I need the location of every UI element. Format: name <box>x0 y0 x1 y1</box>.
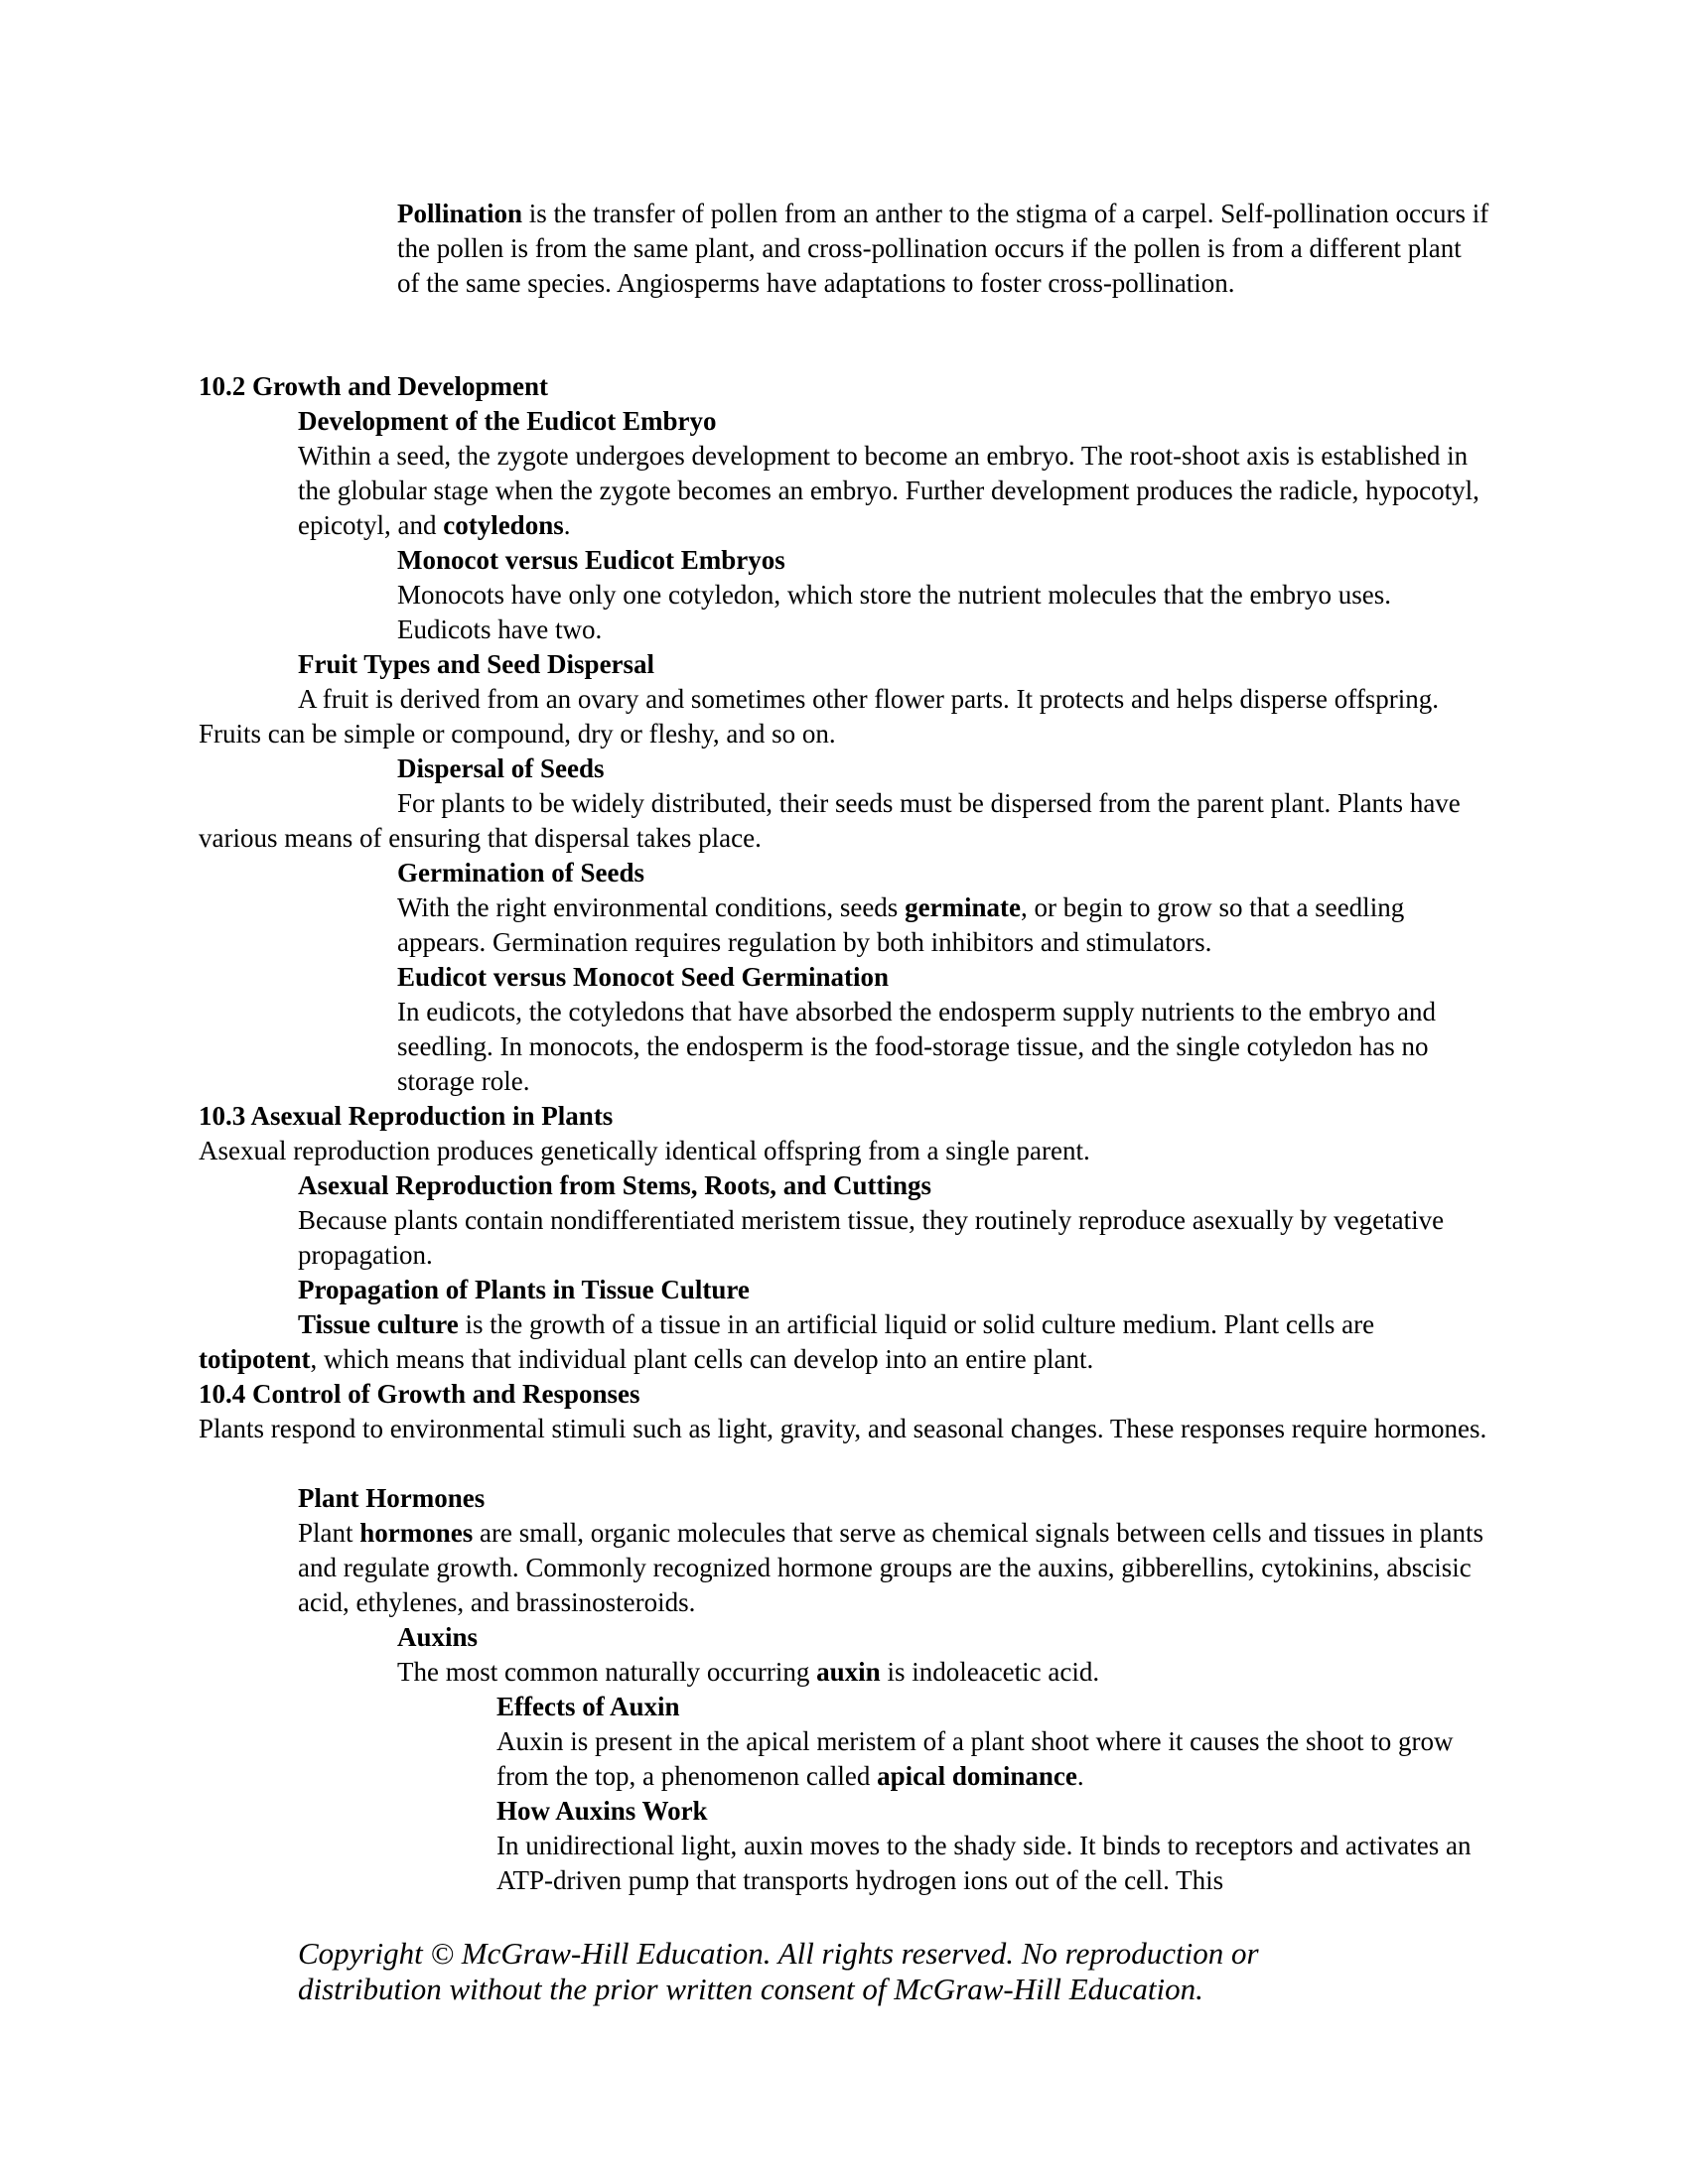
eud-mono-paragraph: In eudicots, the cotyledons that have absorbed the endosperm supply nutrients to the embryo and seedling. In monocots, the endosperm is the food-storage tissue, and the single cotyledon has no storage role. <box>397 997 1436 1096</box>
effects-subsection <box>496 1690 1489 1898</box>
eud-mono-heading: Eudicot versus Monocot Seed Germination <box>397 962 889 992</box>
hormones-subsection <box>298 1481 1489 1620</box>
dispersal-paragraph: For plants to be widely distributed, their seeds must be dispersed from the parent plant. Plants have various means of ensuring that dispersal takes place. <box>199 788 1461 853</box>
tissue-heading: Propagation of Plants in Tissue Culture <box>298 1275 750 1304</box>
germination-subsection <box>397 856 1489 1099</box>
embryo-paragraph: Within a seed, the zygote undergoes development to become an embryo. The root-shoot axis is established in the globular stage when the zygote becomes an embryo. Further development produces the radicle, hypocotyl, epicotyl, and cotyledons. <box>298 441 1479 540</box>
germination-paragraph: With the right environmental conditions, seeds germinate, or begin to grow so that a seedling appears. Germination requires regulation by both inhibitors and stimulators. <box>397 892 1405 957</box>
stems-paragraph: Because plants contain nondifferentiated meristem tissue, they routinely reproduce asexually by vegetative propagation. <box>298 1205 1445 1270</box>
how-heading: How Auxins Work <box>496 1796 708 1826</box>
auxins-subsection <box>397 1620 1489 1690</box>
effects-heading: Effects of Auxin <box>496 1692 680 1721</box>
section-10-3-heading: 10.3 Asexual Reproduction in Plants <box>199 1101 614 1131</box>
tissue-paragraph: Tissue culture is the growth of a tissue in an artificial liquid or solid culture medium. Plant cells are totipotent, which means that individual plant cells can develop into an entire plant. <box>199 1309 1375 1374</box>
copyright-footer <box>298 1936 1440 2007</box>
pollination-paragraph <box>397 197 1489 301</box>
embryo-heading: Development of the Eudicot Embryo <box>298 406 717 436</box>
copyright-line-2: distribution without the prior written consent of McGraw-Hill Education. <box>298 1972 1203 2006</box>
fruit-paragraph: A fruit is derived from an ovary and sometimes other flower parts. It protects and helps disperse offspring. Fruits can be simple or compound, dry or fleshy, and so on. <box>199 684 1439 749</box>
pollination-text: is the transfer of pollen from an anther to the stigma of a carpel. Self-pollination occurs if the pollen is from the same plant, and cross-pollination occurs if the pollen is from a different plant of the same species. Angiosperms have adaptations to foster cross-pollination. <box>397 199 1489 298</box>
copyright-line-1: Copyright © McGraw-Hill Education. All rights reserved. No reproduction or <box>298 1936 1259 1971</box>
auxins-heading: Auxins <box>397 1622 479 1652</box>
section-10-4-intro: Plants respond to environmental stimuli such as light, gravity, and seasonal changes. These responses require hormones. <box>199 1414 1487 1443</box>
section-10-2-heading: 10.2 Growth and Development <box>199 371 549 401</box>
effects-paragraph: Auxin is present in the apical meristem of a plant shoot where it causes the shoot to grow from the top, a phenomenon called apical dominance. <box>496 1726 1454 1791</box>
stems-heading: Asexual Reproduction from Stems, Roots, and Cuttings <box>298 1170 932 1200</box>
pollination-term: Pollination <box>397 199 523 228</box>
how-paragraph: In unidirectional light, auxin moves to the shady side. It binds to receptors and activates an ATP-driven pump that transports hydrogen ions out of the cell. This <box>496 1831 1472 1895</box>
stems-subsection <box>298 1168 1489 1307</box>
hormones-heading: Plant Hormones <box>298 1483 486 1513</box>
section-10-4-heading: 10.4 Control of Growth and Responses <box>199 1379 640 1409</box>
section-10-4 <box>199 1377 1489 1446</box>
monocot-paragraph: Monocots have only one cotyledon, which store the nutrient molecules that the embryo uses. Eudicots have two. <box>397 580 1392 644</box>
monocot-heading: Monocot versus Eudicot Embryos <box>397 545 785 575</box>
fruit-heading: Fruit Types and Seed Dispersal <box>298 649 655 679</box>
dispersal-heading: Dispersal of Seeds <box>397 753 605 783</box>
auxins-paragraph: The most common naturally occurring auxin is indoleacetic acid. <box>397 1657 1100 1687</box>
monocot-subsection <box>397 543 1489 647</box>
hormones-paragraph: Plant hormones are small, organic molecules that serve as chemical signals between cells and tissues in plants and regulate growth. Commonly recognized hormone groups are the auxins, gibberellins, cytokinins, abscisic acid, ethylenes, and brassinosteroids. <box>298 1518 1483 1617</box>
germination-heading: Germination of Seeds <box>397 858 644 887</box>
embryo-subsection <box>298 404 1489 543</box>
section-10-3 <box>199 1099 1489 1168</box>
section-10-3-intro: Asexual reproduction produces genetically identical offspring from a single parent. <box>199 1136 1090 1165</box>
